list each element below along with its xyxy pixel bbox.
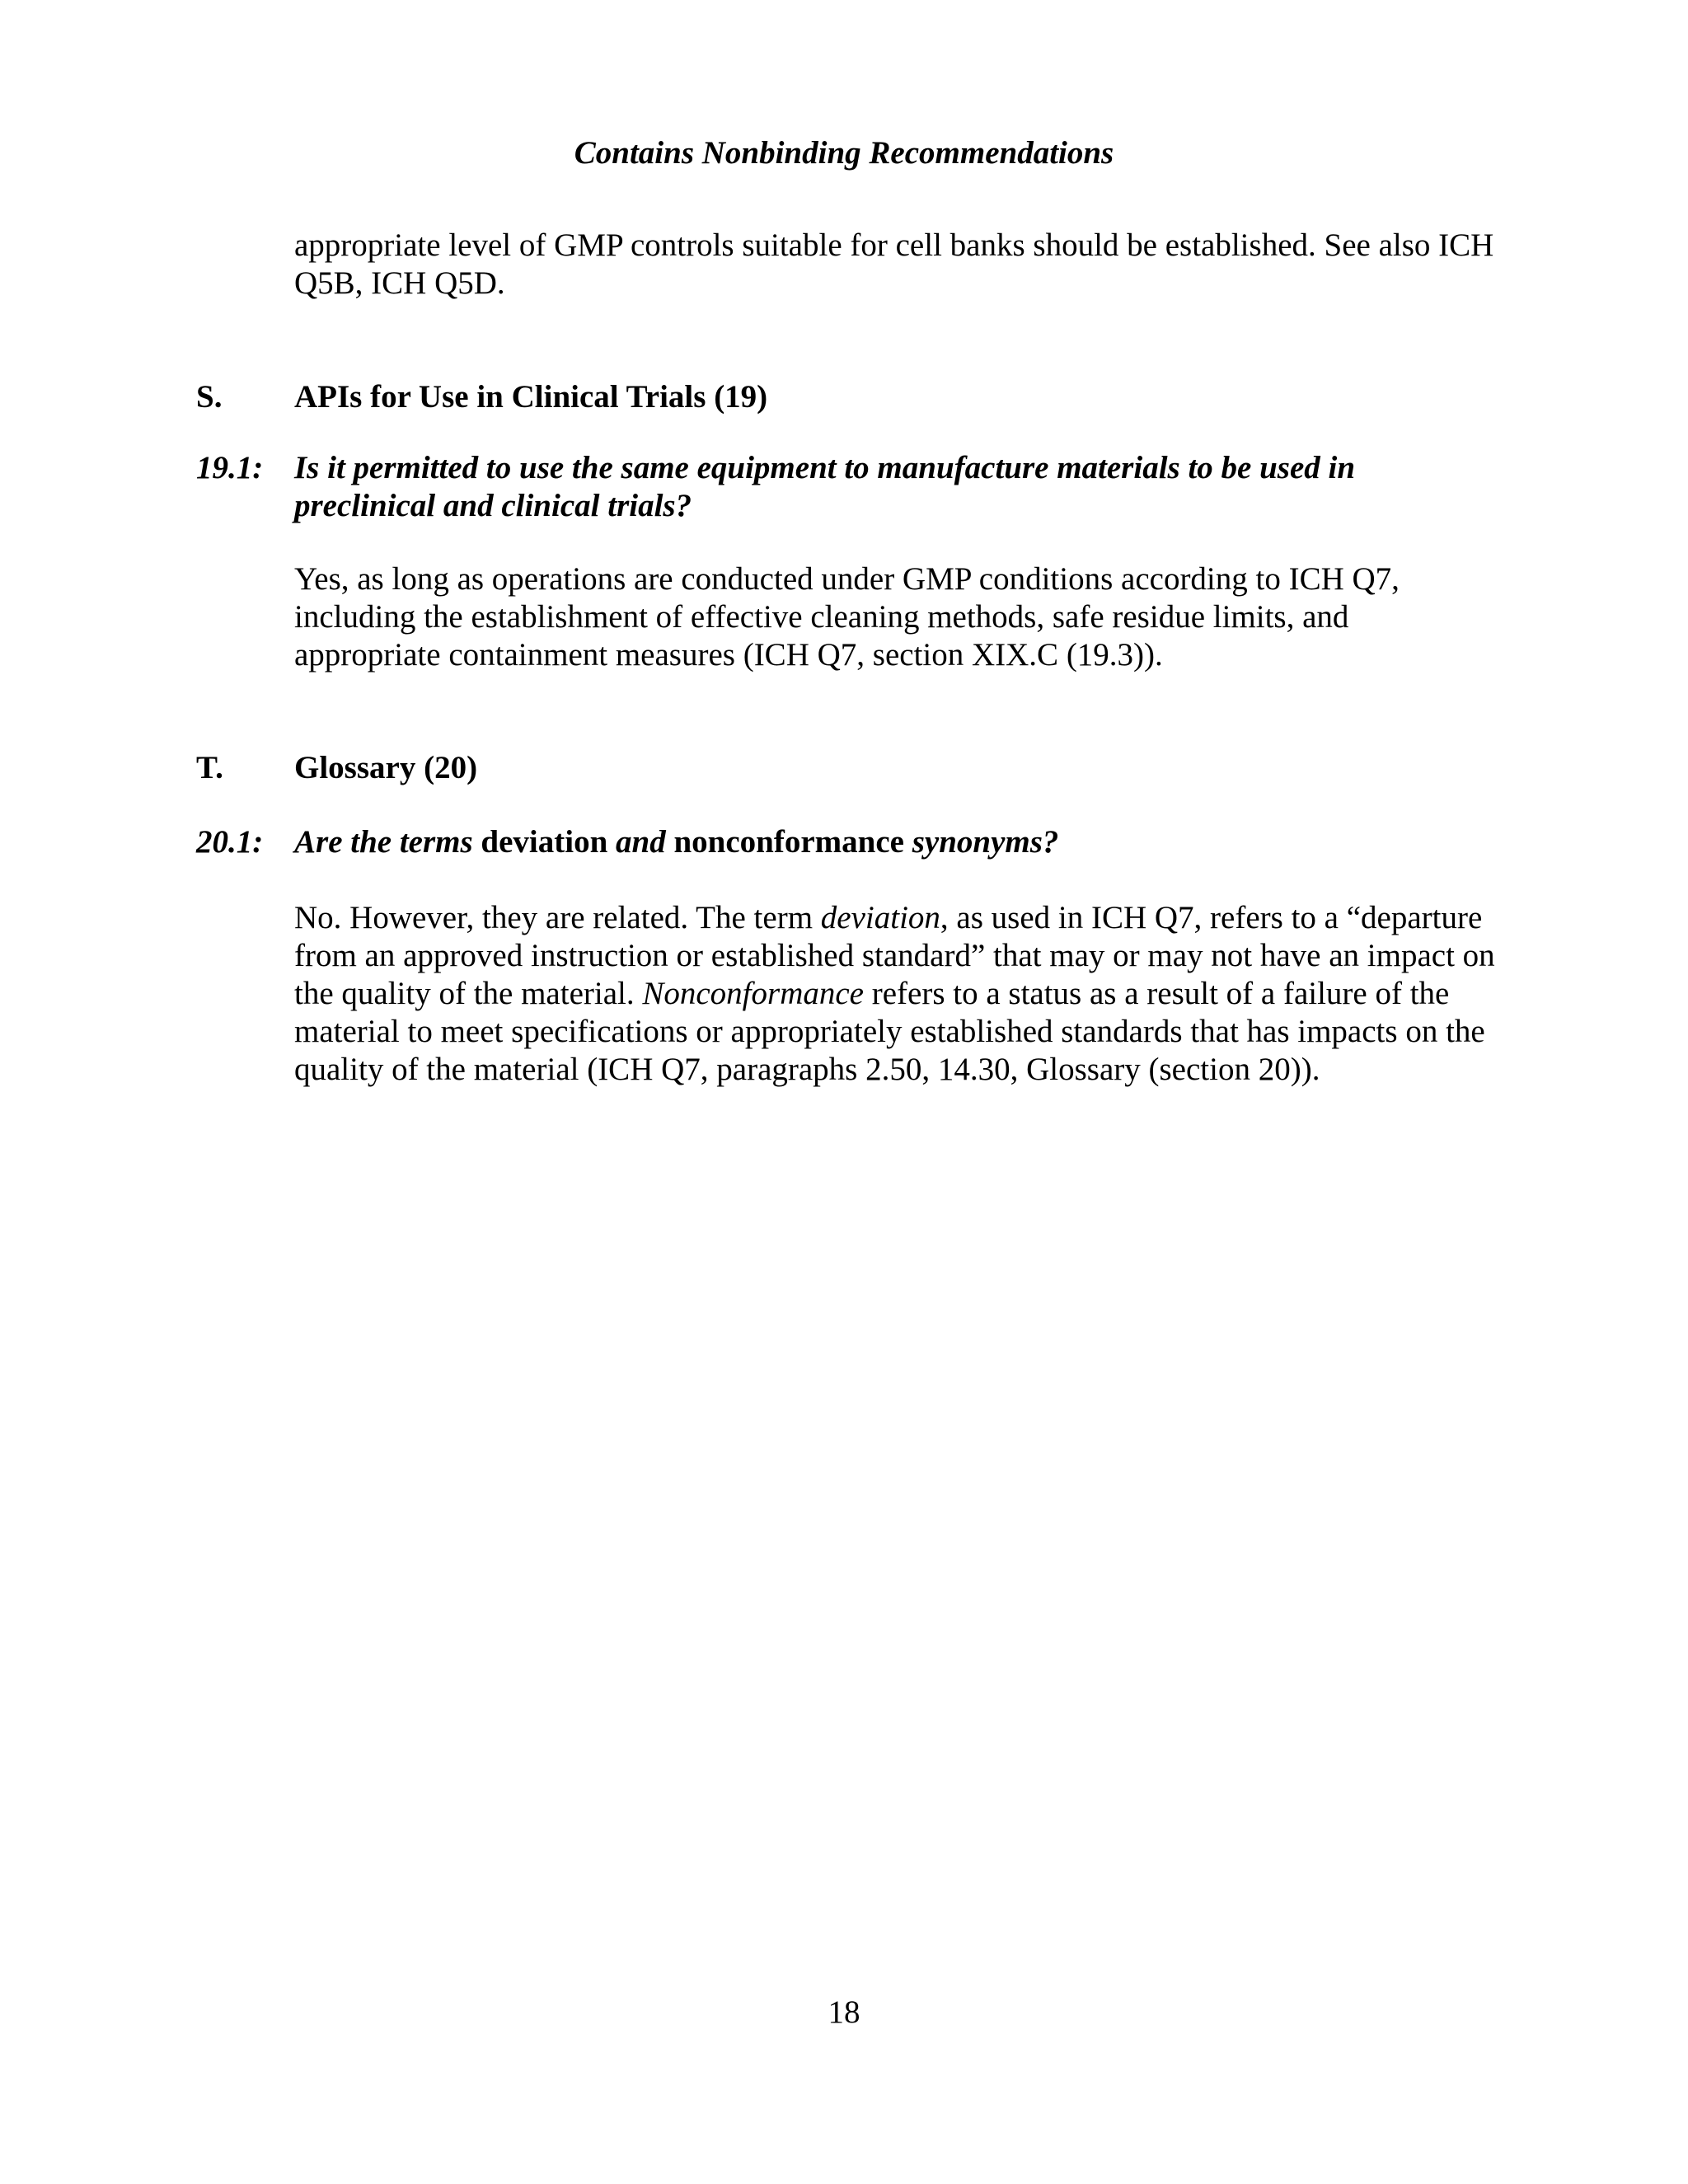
intro-paragraph: appropriate level of GMP controls suitable for cell banks should be established. See also ICH Q5B, ICH Q5D.	[294, 227, 1494, 301]
answer-20-1-tail: refers to a status as a result of a failure of the material to meet specifications or appropriately established standards that has impacts on the quality of the material (ICH Q7, paragraphs 2.50, 14.30, Glossary (section 20)).	[294, 976, 1485, 1087]
answer-20-1-lead: No. However, they are related. The term	[294, 900, 821, 935]
section-s-title: APIs for Use in Clinical Trials (19)	[294, 379, 768, 415]
answer-20-1-paragraph	[294, 899, 1498, 1089]
question-20-1-text	[294, 823, 1498, 861]
term-deviation: deviation	[481, 824, 608, 860]
section-t-letter: T.	[196, 750, 223, 785]
answer-term-deviation: deviation	[820, 900, 940, 935]
question-20-1-number: 20.1:	[196, 824, 264, 860]
answer-20-1-mid: , as used in ICH Q7, refers to a “departure from an approved instruction or established standard” that may or may not have an impact on the quality of the material.	[294, 900, 1495, 1011]
question-19-1-text: Is it permitted to use the same equipment to manufacture materials to be used in preclinical and clinical trials?	[294, 450, 1356, 523]
section-s-letter: S.	[196, 379, 223, 415]
answer-19-1-paragraph: Yes, as long as operations are conducted under GMP conditions according to ICH Q7, including the establishment of effective cleaning methods, safe residue limits, and appropriate containment measures (ICH Q7, section XIX.C (19.3)).	[294, 561, 1400, 673]
page-number: 18	[828, 1994, 860, 2030]
answer-term-nonconformance: Nonconformance	[642, 976, 864, 1011]
question-20-1-part1: Are the terms	[294, 824, 481, 860]
section-t-title: Glossary (20)	[294, 750, 478, 785]
term-nonconformance: nonconformance	[673, 824, 904, 860]
page-header: Contains Nonbinding Recommendations	[574, 135, 1114, 171]
question-19-1-number: 19.1:	[196, 450, 264, 485]
question-20-1-part2: and	[607, 824, 674, 860]
question-20-1-part3: synonyms?	[903, 824, 1059, 860]
